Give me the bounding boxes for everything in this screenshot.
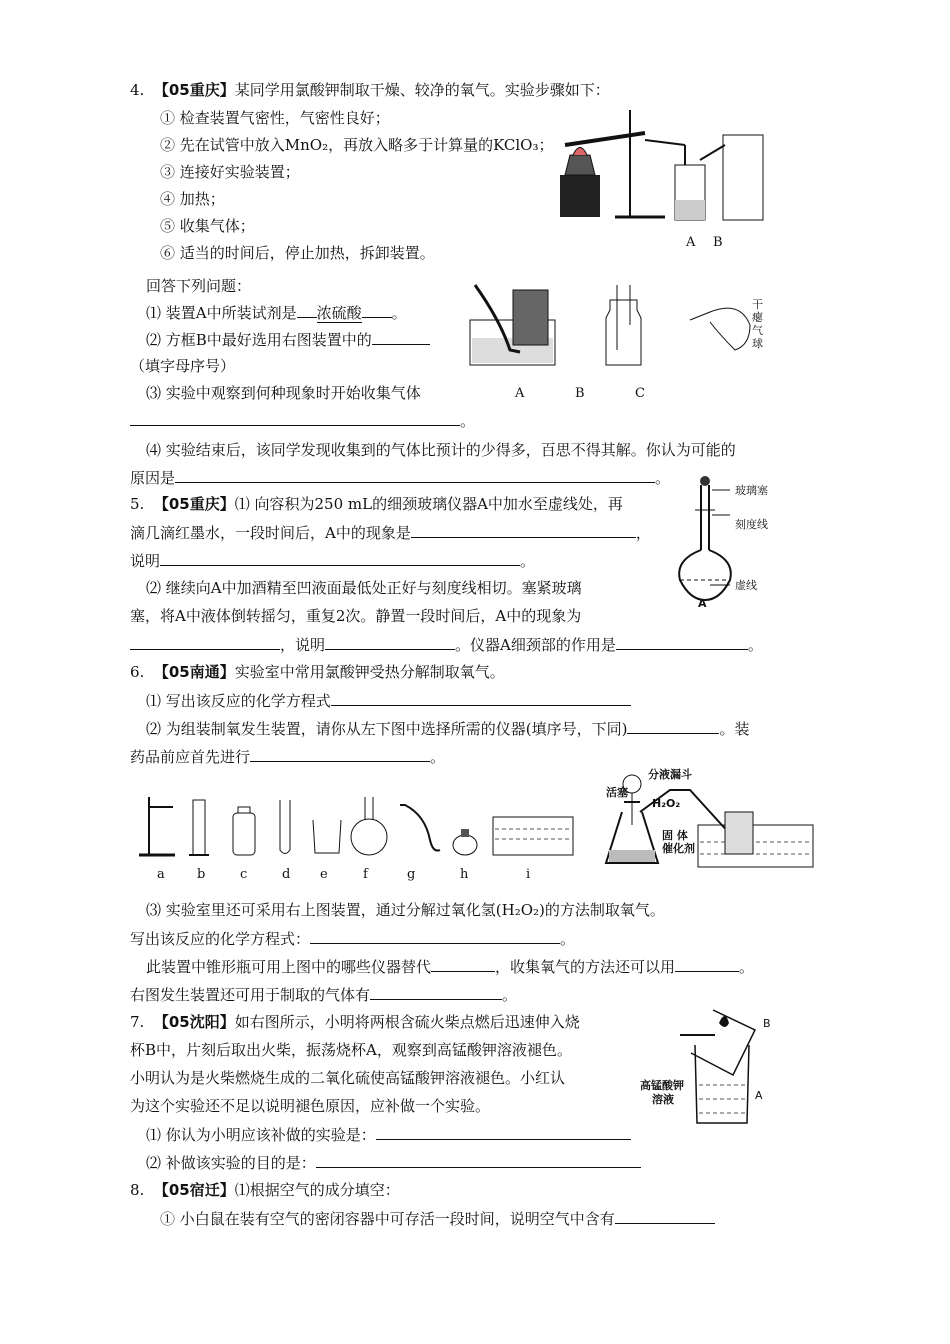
q6-stem: 6. 【05南通】实验室中常用氯酸钾受热分解制取氧气。 [130,663,505,681]
q5-line3: 说明 。 [130,552,536,570]
q4-prompt: 回答下列问题： [146,277,252,295]
q6-label-stopcock: 活塞 [606,786,628,799]
q7-tag: 【05沈阳】 [153,1013,235,1031]
q6-q2-line2: 药品前应首先进行 。 [130,748,446,766]
q6-label-a: a [157,867,165,882]
q4-q3: ⑶ 实验中观察到何种现象时开始收集气体 [146,384,421,402]
q4-balloon-label: 干瘪气球 [752,298,763,350]
q6-label-funnel: 分液漏斗 [648,768,692,781]
q5-label-stopper: 玻璃塞 [735,484,768,497]
q4-option-a: A [515,386,525,401]
q4-option-c: C [635,386,645,401]
q7-line3: 小明认为是火柴燃烧生成的二氧化硫使高锰酸钾溶液褪色。小红认 [130,1069,566,1087]
q6-label-h: h [460,867,469,882]
q7-q1: ⑴ 你认为小明应该补做的实验是： [146,1124,631,1145]
q6-q1: ⑴ 写出该反应的化学方程式 [146,690,631,711]
q4-step-6: ⑥ 适当的时间后，停止加热，拆卸装置。 [160,244,435,262]
q6-label-b: b [197,867,206,882]
q8-stem: 8. 【05宿迁】⑴根据空气的成分填空： [130,1181,400,1199]
q6-label-c: c [240,867,248,882]
q4-stem: 4. 【05重庆】某同学用氯酸钾制取干燥、较净的氧气。实验步骤如下： [130,81,610,99]
q4-step-1: ① 检查装置气密性，气密性良好； [160,109,390,127]
q4-q1: ⑴ 装置A中所装试剂是 浓硫酸 。 [146,304,407,322]
q5-label-mark: 刻度线 [735,518,768,531]
q6-label-e: e [320,867,328,882]
q8-tag: 【05宿迁】 [153,1181,235,1199]
q6-tag: 【05南通】 [153,663,235,681]
q7-label-solution: 高锰酸钾 [640,1079,684,1092]
q6-label-solid: 固 体 [662,829,688,842]
q7-label-solution2: 溶液 [652,1093,674,1106]
q5-line1: 5. 【05重庆】⑴ 向容积为250 mL的细颈玻璃仪器A中加水至虚线处，再 [130,495,623,513]
q6-q3-line3: 此装置中锥形瓶可用上图中的哪些仪器替代 ，收集氧气的方法还可以用 。 [146,958,755,976]
q6-label-catalyst: 催化剂 [662,842,695,855]
q5-line5: 塞，将A中液体倒转摇匀，重复2次。静置一段时间后，A中的现象为 [130,607,582,625]
q7-line4: 为这个实验还不足以说明褪色原因，应补做一个实验。 [130,1097,491,1115]
q4-fig-label-b: B [713,235,723,250]
q4-q2: ⑵ 方框B中最好选用右图装置中的 [146,329,430,350]
q7-label-a: A [755,1089,763,1102]
q4-q3-blank: 。 [130,410,475,431]
q5-label-vessel: A [698,597,707,610]
q6-apparatus-row [135,795,585,860]
q7-beaker-figure [675,1005,765,1130]
q6-q3-line4: 右图发生装置还可用于制取的气体有 。 [130,986,518,1004]
q7-label-b: B [763,1017,771,1030]
q5-label-dash: 虚线 [735,579,757,592]
q7-line2: 杯B中，片刻后取出火柴，振荡烧杯A，观察到高锰酸钾溶液褪色。 [130,1041,572,1059]
q6-q3-line1: ⑶ 实验室里还可采用右上图装置，通过分解过氧化氢(H₂O₂)的方法制取氧气。 [146,901,665,919]
q4-apparatus-figure [555,105,770,225]
q6-label-g: g [407,867,416,882]
q5-leader-lines [700,485,740,595]
q5-line2: 滴几滴红墨水，一段时间后，A中的现象是 ， [130,524,651,542]
q8-item1: ① 小白鼠在装有空气的密闭容器中可存活一段时间，说明空气中含有 [160,1208,715,1229]
q5-tag: 【05重庆】 [153,495,235,513]
q4-q2-note: （填字母序号） [130,357,236,375]
q4-step-2: ② 先在试管中放入MnO₂，再放入略多于计算量的KClO₃； [160,136,554,154]
q4-fig-label-a: A [686,235,696,250]
q6-q3-line2: 写出该反应的化学方程式： 。 [130,930,576,948]
q4-options-figure [465,280,765,370]
q4-tag: 【05重庆】 [153,81,235,99]
q5-line4: ⑵ 继续向A中加酒精至凹液面最低处正好与刻度线相切。塞紧玻璃 [146,579,582,597]
q5-line6: ，说明 。仪器A细颈部的作用是 。 [130,634,763,655]
q6-label-h2o2: H₂O₂ [652,797,681,810]
q4-option-b: B [575,386,585,401]
q4-q4-line1: ⑷ 实验结束后，该同学发现收集到的气体比预计的少得多，百思不得其解。你认为可能的 [146,441,736,459]
q4-step-4: ④ 加热； [160,190,225,208]
q6-label-f: f [363,867,368,882]
q4-step-3: ③ 连接好实验装置； [160,163,300,181]
q6-generator-figure [600,770,815,870]
q6-q2-line1: ⑵ 为组装制氧发生装置，请你从左下图中选择所需的仪器(填序号，下同) 。装 [146,720,750,738]
q4-q1-answer: 浓硫酸 [316,304,362,322]
q7-q2: ⑵ 补做该实验的目的是： [146,1152,641,1173]
q4-q4-line2: 原因是 。 [130,469,671,487]
q6-label-i: i [526,867,531,882]
q6-label-d: d [282,867,291,882]
q4-step-5: ⑤ 收集气体； [160,217,255,235]
q7-line1: 7. 【05沈阳】如右图所示，小明将两根含硫火柴点燃后迅速伸入烧 [130,1013,580,1031]
